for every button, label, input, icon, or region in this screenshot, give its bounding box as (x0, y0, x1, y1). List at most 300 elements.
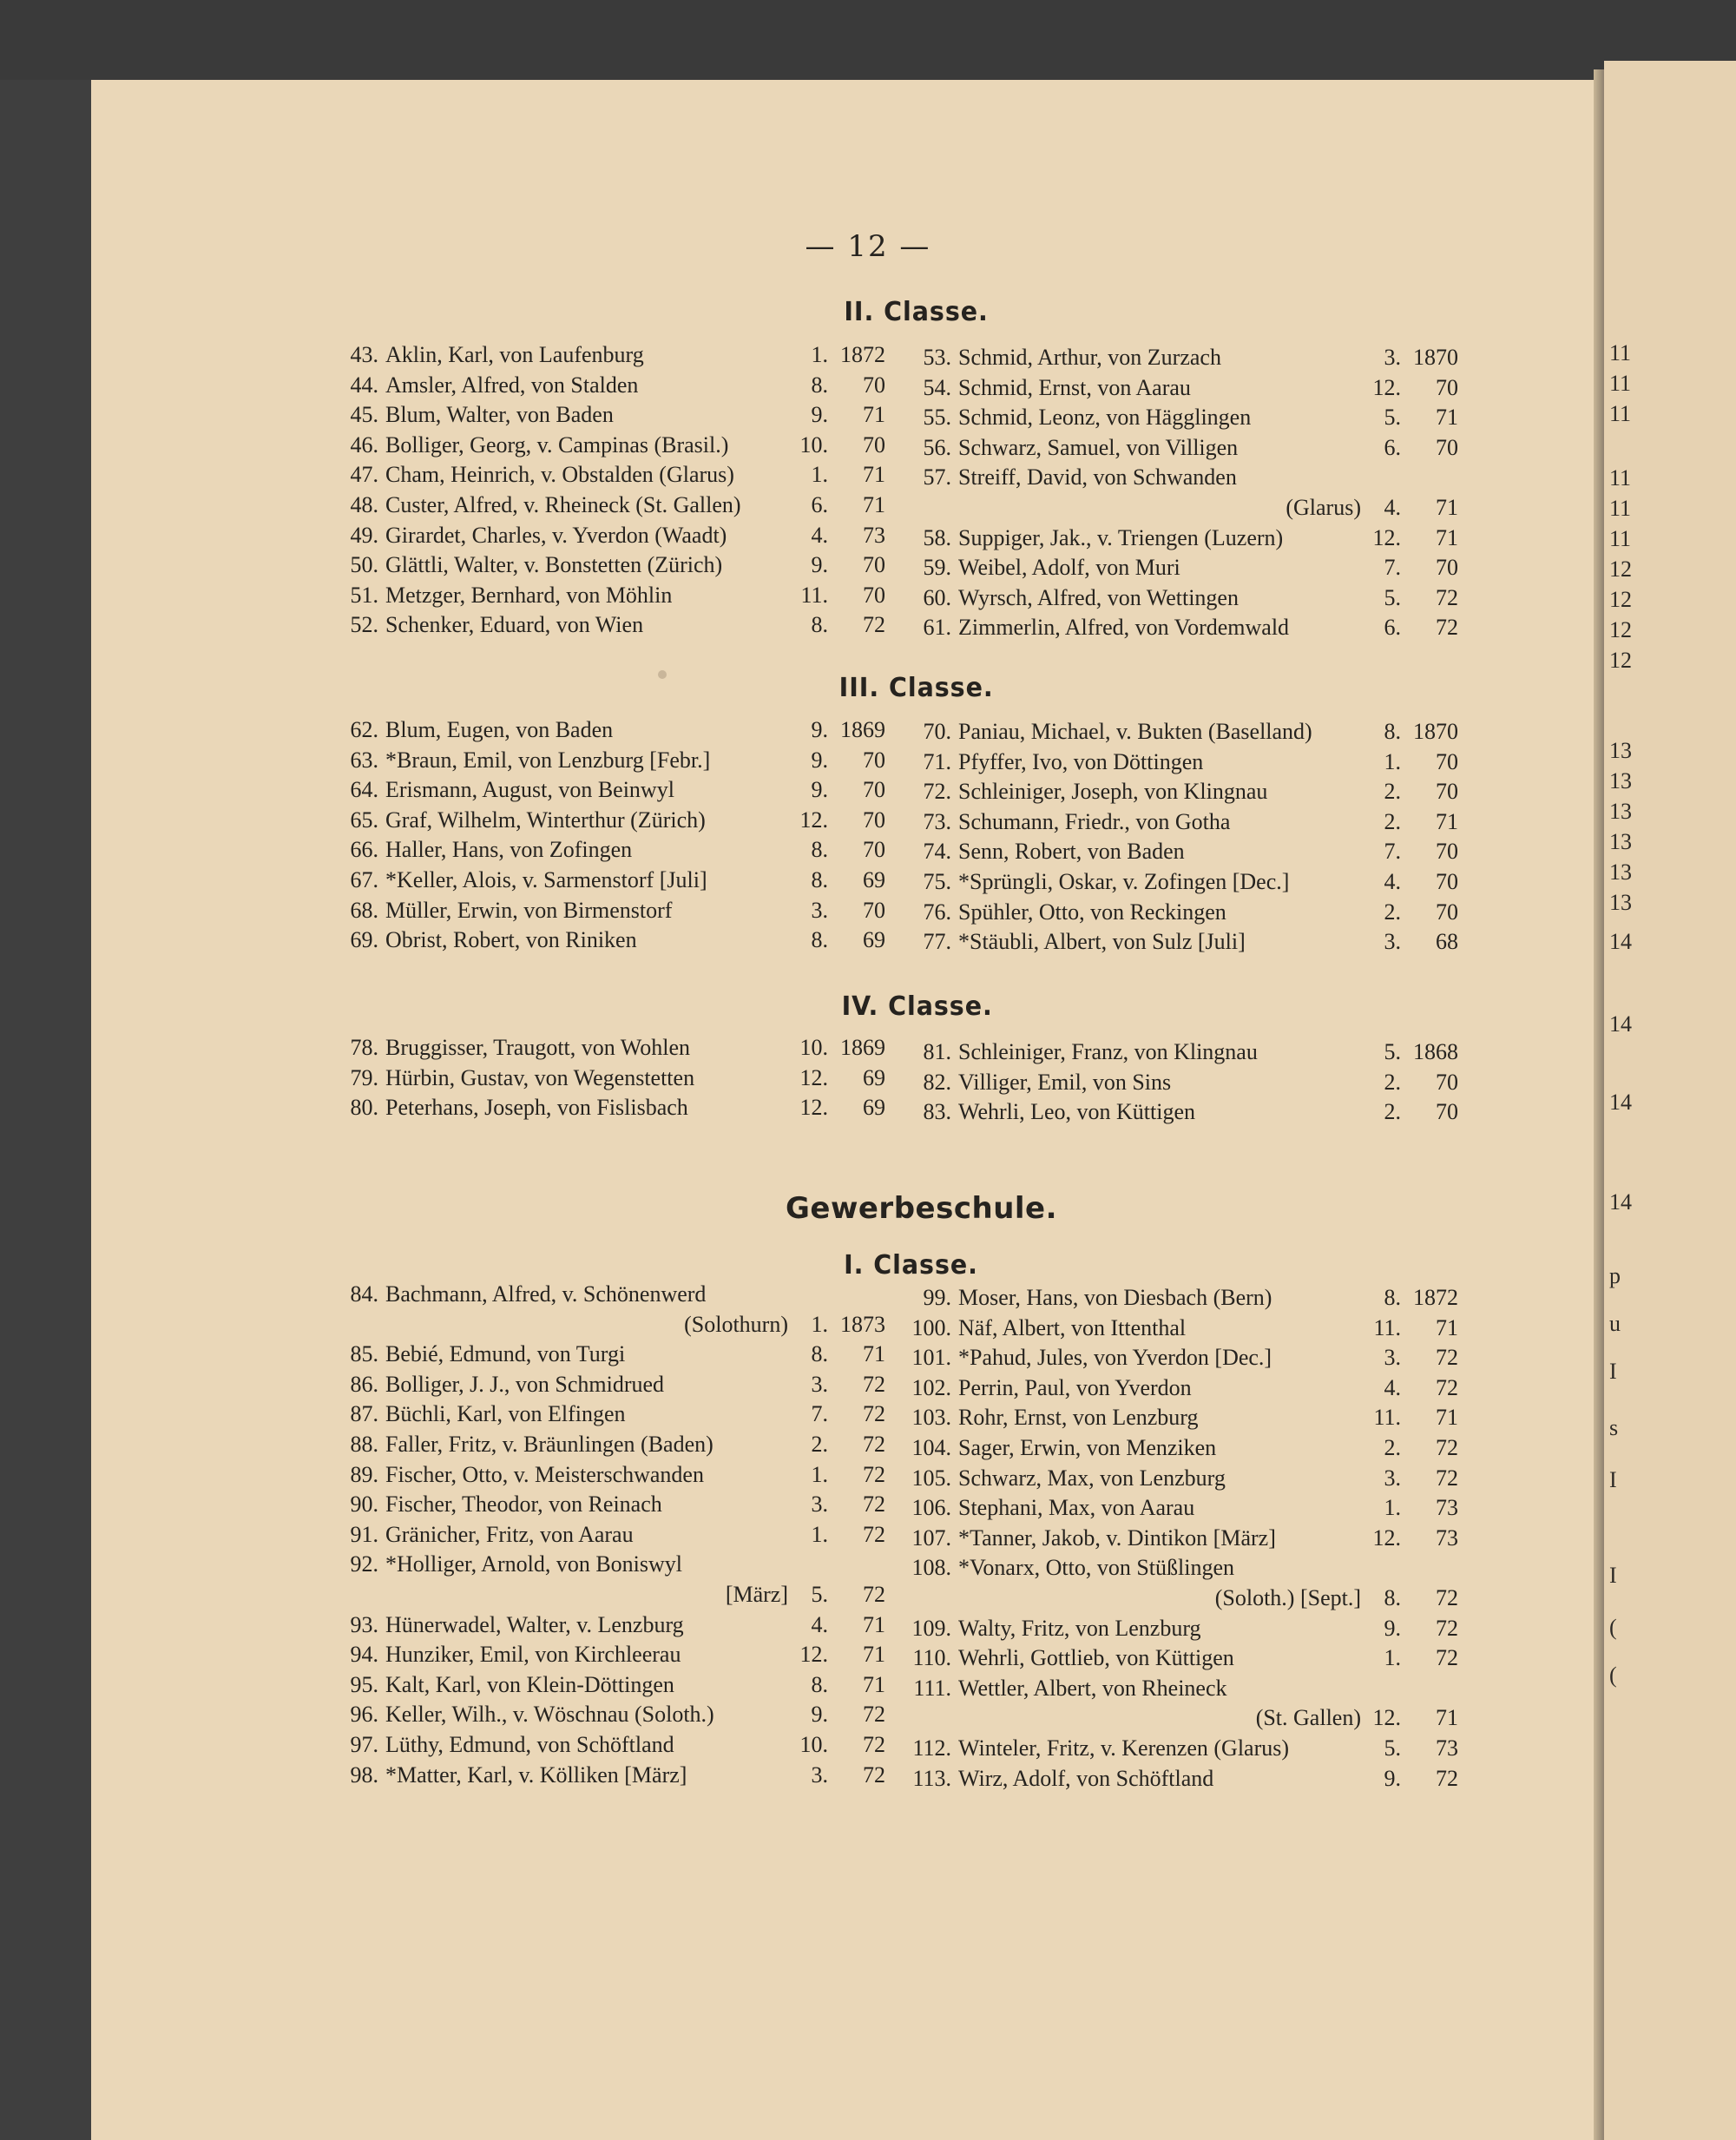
entry-year: 71 (863, 1642, 885, 1668)
page-number: — 12 — (805, 229, 931, 264)
entry-year: 72 (863, 1581, 885, 1607)
list-entry (330, 371, 885, 401)
entry-month: 4. (811, 522, 828, 548)
entry-number: 77. (923, 929, 951, 955)
list-entry (903, 613, 1458, 643)
entry-name: Lüthy, Edmund, von Schöftland (385, 1731, 674, 1757)
entry-month: 1. (811, 462, 828, 488)
entry-number: 57. (923, 464, 951, 491)
entry-year: 71 (1436, 524, 1458, 550)
entry-number: 73. (923, 808, 951, 834)
entry-month: 11. (1373, 1405, 1401, 1431)
list-entry (330, 746, 885, 776)
entry-name: Perrin, Paul, von Yverdon (958, 1374, 1192, 1400)
class-iii-right-list (903, 717, 1458, 958)
facing-page-text-fragment: ( (1609, 1663, 1617, 1688)
entry-number: 52. (350, 612, 378, 638)
entry-name: (Solothurn) (684, 1311, 788, 1337)
entry-name: Zimmerlin, Alfred, von Vordemwald (958, 615, 1290, 641)
entry-year: 70 (1436, 868, 1458, 894)
class-iv-right-list (903, 1037, 1458, 1128)
entry-name: Paniau, Michael, v. Bukten (Baselland) (958, 719, 1312, 744)
entry-month: 1. (811, 1311, 828, 1337)
entry-year: 72 (863, 1401, 885, 1427)
entry-name: Stephani, Max, von Aarau (958, 1495, 1195, 1521)
facing-page-text-fragment: 11 (1609, 526, 1632, 551)
entry-name: Erismann, August, von Beinwyl (385, 777, 674, 803)
list-entry (330, 1280, 885, 1310)
entry-name: Schmid, Ernst, von Aarau (958, 374, 1191, 400)
entry-name: Weibel, Adolf, von Muri (958, 555, 1180, 581)
facing-page-text-fragment: 13 (1609, 799, 1632, 824)
entry-year: 72 (1436, 1374, 1458, 1400)
entry-year (828, 1550, 885, 1580)
list-entry (903, 747, 1458, 778)
entry-year: 73 (1436, 1524, 1458, 1551)
entry-month: 12. (1372, 374, 1401, 400)
entry-name: Girardet, Charles, v. Yverdon (Waadt) (385, 522, 727, 548)
list-entry (330, 1490, 885, 1520)
entry-month: 3. (811, 1761, 828, 1788)
entry-number: 59. (923, 555, 951, 581)
entry-year: 71 (863, 462, 885, 488)
entry-month: 12. (1372, 524, 1401, 550)
entry-name: Metzger, Bernhard, von Möhlin (385, 582, 673, 608)
entry-month: 3. (1384, 1465, 1401, 1491)
entry-name: Schwarz, Max, von Lenzburg (958, 1465, 1226, 1491)
class-heading-ii: II. Classe. (844, 297, 989, 327)
entry-month: 9. (811, 402, 828, 428)
list-entry (903, 717, 1458, 747)
entry-month: 9. (811, 777, 828, 803)
entry-name: Wehrli, Leo, von Küttigen (958, 1099, 1196, 1125)
list-entry (330, 1520, 885, 1551)
entry-number: 85. (350, 1341, 378, 1367)
entry-year: 73 (1436, 1735, 1458, 1761)
entry-number (903, 1584, 958, 1614)
list-entry (330, 550, 885, 581)
entry-name: Fischer, Theodor, von Reinach (385, 1491, 662, 1518)
list-entry (330, 521, 885, 551)
list-entry (903, 927, 1458, 958)
entry-name: Fischer, Otto, v. Meisterschwanden (385, 1461, 704, 1487)
entry-number: 83. (923, 1099, 951, 1125)
list-entry (330, 1761, 885, 1791)
entry-number: 100. (911, 1314, 951, 1340)
list-entry (903, 1068, 1458, 1098)
entry-month: 3. (811, 1491, 828, 1518)
entry-year: 70 (1436, 779, 1458, 805)
entry-year: 72 (1436, 1465, 1458, 1491)
entry-year: 1870 (1413, 719, 1458, 744)
entry-name: Spühler, Otto, von Reckingen (958, 899, 1226, 925)
entry-year (1401, 1553, 1458, 1584)
list-entry (903, 583, 1458, 614)
class-iv-left-list (330, 1033, 885, 1123)
list-entry (330, 1093, 885, 1123)
entry-month: 4. (1384, 868, 1401, 894)
class-heading-iii: III. Classe. (838, 673, 994, 703)
list-entry-continuation (903, 493, 1458, 523)
entry-month: 7. (1384, 555, 1401, 581)
entry-number (903, 1703, 958, 1734)
list-entry (330, 1730, 885, 1761)
entry-year: 1870 (1413, 345, 1458, 370)
entry-year: 71 (1436, 1405, 1458, 1431)
entry-year: 70 (1436, 1069, 1458, 1095)
entry-name: Bolliger, J. J., von Schmidrued (385, 1371, 665, 1397)
entry-number: 101. (911, 1345, 951, 1371)
entry-year: 1868 (1413, 1039, 1458, 1064)
entry-month: 8. (1384, 719, 1401, 744)
facing-page-text-fragment: 13 (1609, 859, 1632, 885)
entry-year: 72 (863, 1431, 885, 1457)
entry-year: 72 (1436, 584, 1458, 610)
list-entry (903, 1433, 1458, 1464)
entry-name: Amsler, Alfred, von Stalden (385, 372, 639, 398)
facing-page-text-fragment: 11 (1609, 465, 1632, 491)
ink-spot (658, 670, 667, 679)
entry-name: Schwarz, Samuel, von Villigen (958, 434, 1239, 460)
entry-year: 69 (863, 927, 885, 953)
facing-page-text-fragment: 12 (1609, 556, 1632, 582)
entry-number (330, 1580, 385, 1610)
entry-number: 82. (923, 1069, 951, 1095)
list-entry (330, 340, 885, 371)
list-entry (903, 1283, 1458, 1314)
entry-name: *Vonarx, Otto, von Stüßlingen (958, 1555, 1235, 1581)
class-heading-gewerbe-i: I. Classe. (844, 1250, 978, 1281)
entry-name: Suppiger, Jak., v. Triengen (Luzern) (958, 524, 1284, 550)
facing-page-text-fragment: s (1609, 1415, 1619, 1440)
facing-page-text-fragment: 13 (1609, 829, 1632, 854)
class-iii-left-list (330, 715, 885, 956)
entry-name: Winteler, Fritz, v. Kerenzen (Glarus) (958, 1735, 1290, 1761)
facing-page-text-fragment: 14 (1609, 1011, 1632, 1037)
entry-number: 71. (923, 748, 951, 774)
entry-number: 80. (350, 1095, 378, 1121)
entry-number: 61. (923, 615, 951, 641)
entry-name: *Keller, Alois, v. Sarmenstorf [Juli] (385, 866, 707, 892)
entry-year: 72 (863, 1731, 885, 1757)
entry-name: *Braun, Emil, von Lenzburg [Febr.] (385, 747, 711, 773)
entry-number: 87. (350, 1401, 378, 1427)
entry-month: 6. (811, 491, 828, 517)
entry-number: 79. (350, 1064, 378, 1090)
entry-month: 8. (811, 1341, 828, 1367)
entry-year: 70 (1436, 434, 1458, 460)
entry-number: 58. (923, 524, 951, 550)
entry-number: 91. (350, 1521, 378, 1547)
entry-year: 69 (863, 1095, 885, 1121)
entry-year: 70 (863, 837, 885, 863)
entry-year: 71 (1436, 808, 1458, 834)
entry-number: 63. (350, 747, 378, 773)
list-entry (330, 896, 885, 926)
entry-number: 109. (911, 1615, 951, 1641)
list-entry (330, 1063, 885, 1094)
list-entry (330, 715, 885, 746)
list-entry (903, 1314, 1458, 1344)
entry-month: 12. (799, 1642, 828, 1668)
entry-year: 70 (1436, 555, 1458, 581)
list-entry (330, 400, 885, 431)
list-entry (330, 866, 885, 896)
entry-month: 1. (1384, 1495, 1401, 1521)
entry-year: 72 (1436, 1765, 1458, 1791)
entry-number: 60. (923, 584, 951, 610)
list-entry (903, 373, 1458, 404)
list-entry (903, 777, 1458, 807)
entry-number: 62. (350, 717, 378, 742)
entry-name: Müller, Erwin, von Birmenstorf (385, 897, 673, 923)
entry-year: 70 (1436, 899, 1458, 925)
entry-year: 72 (863, 1491, 885, 1518)
entry-year: 1869 (840, 717, 885, 742)
entry-name: Gränicher, Fritz, von Aarau (385, 1521, 634, 1547)
list-entry (903, 1614, 1458, 1644)
entry-number: 45. (350, 402, 378, 428)
entry-year: 72 (1436, 1645, 1458, 1671)
entry-number: 103. (911, 1405, 951, 1431)
entry-month: 12. (799, 1095, 828, 1121)
list-entry (903, 867, 1458, 898)
list-entry (903, 1734, 1458, 1764)
entry-name: Villiger, Emil, von Sins (958, 1069, 1172, 1095)
entry-number: 86. (350, 1371, 378, 1397)
entry-month: 9. (811, 717, 828, 742)
list-entry-continuation (903, 1703, 1458, 1734)
entry-name: Schmid, Arthur, von Zurzach (958, 345, 1221, 370)
entry-year: 71 (863, 1671, 885, 1697)
entry-number: 81. (923, 1039, 951, 1064)
entry-month: 3. (1384, 1345, 1401, 1371)
entry-name: Peterhans, Joseph, von Fislisbach (385, 1095, 688, 1121)
entry-month: 2. (1384, 899, 1401, 925)
entry-name: Wirz, Adolf, von Schöftland (958, 1765, 1214, 1791)
entry-number: 75. (923, 868, 951, 894)
entry-year: 71 (863, 491, 885, 517)
entry-number: 88. (350, 1431, 378, 1457)
entry-number: 93. (350, 1611, 378, 1637)
entry-month (1361, 1553, 1401, 1584)
entry-name: Blum, Eugen, von Baden (385, 717, 614, 742)
list-entry (903, 463, 1458, 493)
entry-number: 50. (350, 552, 378, 578)
entry-number: 51. (350, 582, 378, 608)
entry-number: 102. (911, 1374, 951, 1400)
entry-month: 12. (1372, 1524, 1401, 1551)
entry-month: 5. (1384, 405, 1401, 431)
list-entry (330, 1399, 885, 1430)
list-entry (903, 403, 1458, 433)
entry-number: 48. (350, 491, 378, 517)
entry-month: 4. (811, 1611, 828, 1637)
list-entry (903, 1493, 1458, 1524)
facing-page-text-fragment: p (1609, 1263, 1621, 1288)
entry-month: 12. (799, 807, 828, 833)
facing-page-text-fragment: I (1609, 1563, 1617, 1588)
facing-page-edge (1604, 61, 1736, 2140)
list-entry (330, 1430, 885, 1460)
entry-name: Schleiniger, Franz, von Klingnau (958, 1039, 1258, 1064)
entry-number: 95. (350, 1671, 378, 1697)
entry-year: 70 (863, 431, 885, 458)
entry-year: 69 (863, 866, 885, 892)
entry-number: 43. (350, 342, 378, 367)
entry-month: 1. (1384, 1645, 1401, 1671)
facing-page-text-fragment: u (1609, 1311, 1621, 1336)
entry-year: 71 (1436, 1705, 1458, 1731)
list-entry (330, 460, 885, 491)
list-entry (903, 1037, 1458, 1068)
entry-month: 7. (1384, 839, 1401, 865)
entry-year: 72 (863, 1761, 885, 1788)
entry-number: 78. (350, 1035, 378, 1060)
entry-year: 70 (863, 552, 885, 578)
entry-year: 71 (863, 1611, 885, 1637)
entry-month: 3. (811, 897, 828, 923)
entry-number: 66. (350, 837, 378, 863)
entry-month: 10. (799, 431, 828, 458)
list-entry (903, 1343, 1458, 1373)
list-entry (330, 1640, 885, 1670)
facing-page-text-fragment: I (1609, 1467, 1617, 1492)
entry-number: 90. (350, 1491, 378, 1518)
entry-month: 5. (1384, 1735, 1401, 1761)
entry-month: 2. (1384, 808, 1401, 834)
entry-number: 97. (350, 1731, 378, 1757)
entry-name: Hürbin, Gustav, von Wegenstetten (385, 1064, 695, 1090)
entry-number: 107. (911, 1524, 951, 1551)
entry-year: 72 (1436, 615, 1458, 641)
entry-year: 72 (863, 1702, 885, 1728)
entry-name: Schenker, Eduard, von Wien (385, 612, 644, 638)
entry-name: (Glarus) (1286, 494, 1361, 520)
entry-number: 110. (912, 1645, 951, 1671)
entry-month: 5. (1384, 584, 1401, 610)
entry-month: 9. (1384, 1765, 1401, 1791)
entry-month: 2. (811, 1431, 828, 1457)
list-entry (330, 1610, 885, 1641)
entry-month: 6. (1384, 434, 1401, 460)
list-entry (903, 343, 1458, 373)
entry-month: 9. (811, 552, 828, 578)
entry-name: Bachmann, Alfred, v. Schönenwerd (385, 1281, 707, 1307)
list-entry (903, 523, 1458, 554)
entry-year (828, 1280, 885, 1310)
entry-year: 70 (1436, 374, 1458, 400)
facing-page-text-fragment: 11 (1609, 401, 1632, 426)
entry-year (1401, 1674, 1458, 1704)
entry-number: 47. (350, 462, 378, 488)
entry-number: 92. (350, 1551, 378, 1577)
scanner-background (0, 0, 1736, 80)
entry-number: 89. (350, 1461, 378, 1487)
entry-name: Schumann, Friedr., von Gotha (958, 808, 1231, 834)
entry-month: 5. (811, 1581, 828, 1607)
entry-month: 8. (811, 927, 828, 953)
entry-month (1361, 1674, 1401, 1704)
list-entry (330, 1340, 885, 1370)
facing-page-text-fragment: 13 (1609, 738, 1632, 763)
entry-name: Näf, Albert, von Ittenthal (958, 1314, 1187, 1340)
list-entry (330, 1460, 885, 1491)
entry-year: 70 (1436, 748, 1458, 774)
entry-year: 71 (863, 402, 885, 428)
entry-number: 96. (350, 1702, 378, 1728)
entry-name: *Tanner, Jakob, v. Dintikon [März] (958, 1524, 1276, 1551)
entry-name: Streiff, David, von Schwanden (958, 464, 1237, 491)
entry-name: Hünerwadel, Walter, v. Lenzburg (385, 1611, 684, 1637)
list-entry (903, 807, 1458, 838)
entry-year: 68 (1436, 929, 1458, 955)
entry-year: 70 (863, 372, 885, 398)
list-entry (903, 553, 1458, 583)
section-title-gewerbeschule: Gewerbeschule. (786, 1191, 1058, 1226)
entry-month: 9. (811, 1702, 828, 1728)
entry-year: 1869 (840, 1035, 885, 1060)
entry-number: 106. (911, 1495, 951, 1521)
entry-name: [März] (725, 1581, 788, 1607)
gewerbe-left-list (330, 1280, 885, 1790)
entry-name: *Pahud, Jules, von Yverdon [Dec.] (958, 1345, 1272, 1371)
list-entry (330, 1370, 885, 1400)
entry-year: 71 (1436, 494, 1458, 520)
entry-year: 72 (1436, 1345, 1458, 1371)
entry-month: 3. (1384, 345, 1401, 370)
list-entry (330, 925, 885, 956)
list-entry (330, 1550, 885, 1580)
entry-name: Glättli, Walter, v. Bonstetten (Zürich) (385, 552, 723, 578)
entry-month: 4. (1384, 1374, 1401, 1400)
entry-number: 76. (923, 899, 951, 925)
gewerbe-right-list (903, 1283, 1458, 1794)
list-entry (330, 835, 885, 866)
entry-year: 70 (1436, 1099, 1458, 1125)
list-entry (903, 1464, 1458, 1494)
entry-month: 8. (811, 1671, 828, 1697)
entry-name: Graf, Wilhelm, Winterthur (Zürich) (385, 807, 706, 833)
facing-page-text-fragment: 12 (1609, 648, 1632, 673)
entry-month (1361, 463, 1401, 493)
entry-month: 8. (811, 837, 828, 863)
entry-number (903, 493, 958, 523)
entry-name: Pfyffer, Ivo, von Döttingen (958, 748, 1204, 774)
entry-name: Bolliger, Georg, v. Campinas (Brasil.) (385, 431, 729, 458)
entry-year: 70 (1436, 839, 1458, 865)
entry-number: 98. (350, 1761, 378, 1788)
facing-page-text-fragment: 14 (1609, 1189, 1632, 1215)
entry-name: (Soloth.) [Sept.] (1214, 1584, 1361, 1610)
entry-name: Schleiniger, Joseph, von Klingnau (958, 779, 1268, 805)
list-entry (903, 898, 1458, 928)
entry-name: Walty, Fritz, von Lenzburg (958, 1615, 1201, 1641)
entry-number: 94. (350, 1642, 378, 1668)
entry-year: 70 (863, 807, 885, 833)
facing-page-text-fragment: I (1609, 1359, 1617, 1384)
entry-number: 65. (350, 807, 378, 833)
entry-month: 11. (1373, 1314, 1401, 1340)
entry-name: Wyrsch, Alfred, von Wettingen (958, 584, 1239, 610)
list-entry (903, 1643, 1458, 1674)
entry-number: 112. (912, 1735, 951, 1761)
facing-page-text-fragment: 14 (1609, 929, 1632, 954)
entry-year: 71 (863, 1341, 885, 1367)
entry-name: Hunziker, Emil, von Kirchleerau (385, 1642, 681, 1668)
list-entry (903, 1097, 1458, 1128)
entry-number: 105. (911, 1465, 951, 1491)
